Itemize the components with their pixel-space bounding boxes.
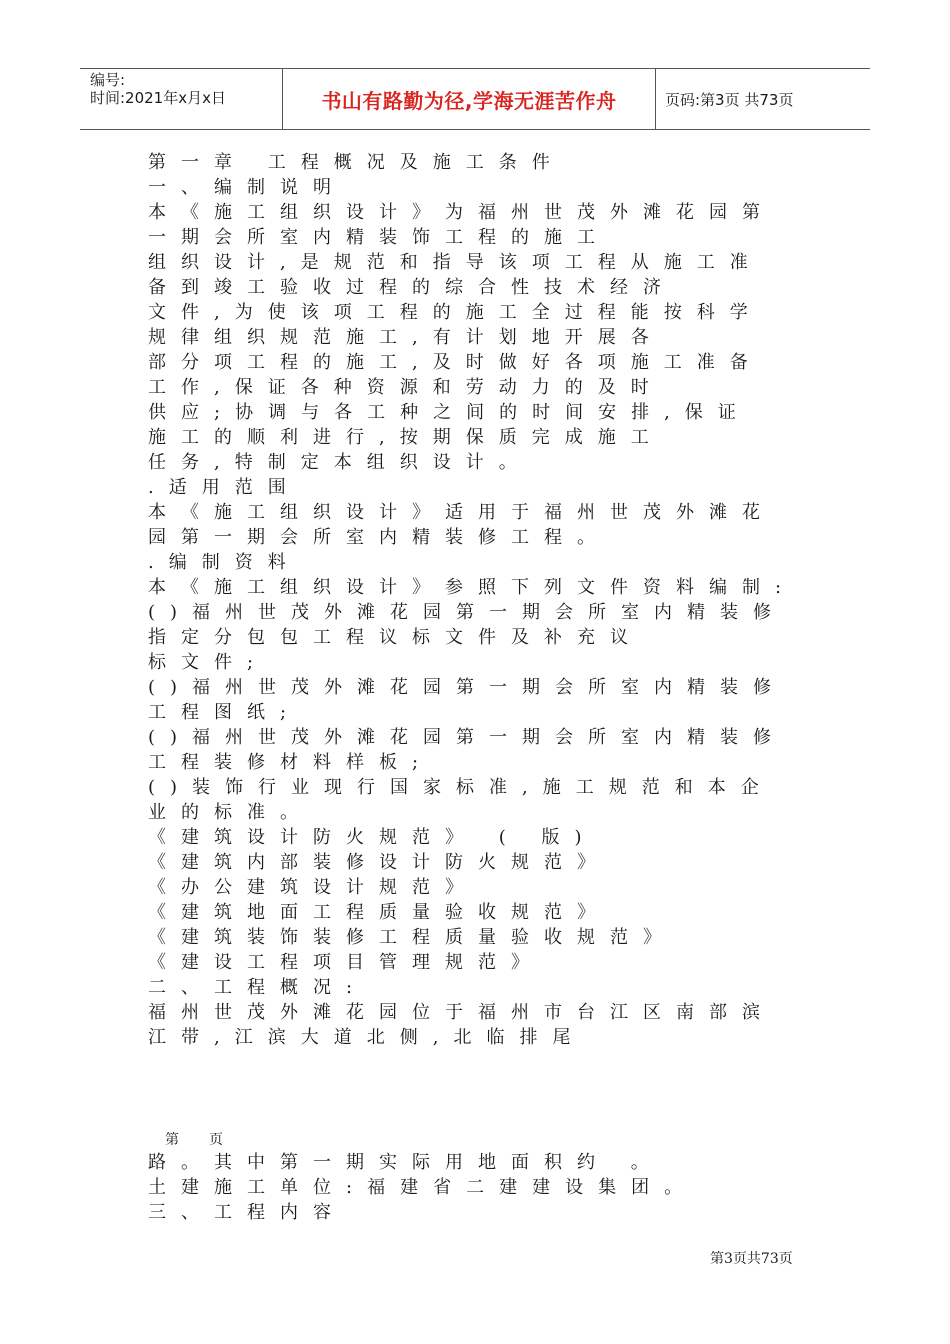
text-line: 福州世茂外滩花园位于福州市台江区南部滨: [148, 1002, 775, 1023]
number-label: 编号:: [90, 71, 126, 89]
text-line: 《建筑设计防火规范》 ( 版): [148, 827, 597, 848]
document-body-continued: [148, 1150, 788, 1225]
text-line: ()装饰行业现行国家标准,施工规范和本企: [148, 777, 774, 798]
text-line: 供应;协调与各工种之间的时间安排,保证: [148, 402, 751, 423]
text-line: 备到竣工验收过程的综合性技术经济: [148, 277, 676, 298]
text-line: .编制资料: [148, 552, 301, 573]
text-line: 《办公建筑设计规范》: [148, 877, 478, 898]
text-line: 三、工程内容: [148, 1202, 346, 1223]
text-line: 《建设工程项目管理规范》: [148, 952, 544, 973]
text-line: 本《施工组织设计》适用于福州世茂外滩花: [148, 502, 775, 523]
text-line: 施工的顺利进行,按期保质完成施工: [148, 427, 664, 448]
text-line: 业的标准。: [148, 802, 313, 823]
text-line: 工作,保证各种资源和劳动力的及时: [148, 377, 664, 398]
text-line: 二、工程概况:: [148, 977, 368, 998]
time-label: 时间:2021年x月x日: [90, 89, 226, 107]
text-line: 工程图纸;: [148, 702, 302, 723]
text-line: 指定分包包工程议标文件及补充议: [148, 627, 643, 648]
text-line: ()福州世茂外滩花园第一期会所室内精装修: [148, 677, 787, 698]
text-line: 工程装修材料样板;: [148, 752, 434, 773]
text-line: 土建施工单位:福建省二建建设集团。: [148, 1177, 698, 1198]
text-line: 《建筑装饰装修工程质量验收规范》: [148, 927, 676, 948]
text-line: 本《施工组织设计》为福州世茂外滩花园第: [148, 202, 775, 223]
text-line: 规律组织规范施工,有计划地开展各: [148, 327, 664, 348]
motto-text: 书山有路勤为径,学海无涯苦作舟: [321, 88, 617, 113]
text-line: 路。其中第一期实际用地面积约 。: [148, 1152, 664, 1173]
header-info: [80, 69, 282, 129]
page-header: [80, 68, 870, 130]
text-line: 本《施工组织设计》参照下列文件资料编制:: [148, 577, 797, 598]
text-line: 一、编制说明: [148, 177, 346, 198]
text-line: 组织设计,是规范和指导该项工程从施工准: [148, 252, 763, 273]
text-line: 园第一期会所室内精装修工程。: [148, 527, 610, 548]
page-footer: 第3页共73页: [710, 1251, 793, 1267]
text-line: 一期会所室内精装饰工程的施工: [148, 227, 610, 248]
text-line: 《建筑地面工程质量验收规范》: [148, 902, 610, 923]
text-line: 文件,为使该项工程的施工全过程能按科学: [148, 302, 763, 323]
text-line: 任务,特制定本组织设计。: [148, 452, 532, 473]
text-line: 部分项工程的施工,及时做好各项施工准备: [148, 352, 763, 373]
text-line: 《建筑内部装修设计防火规范》: [148, 852, 610, 873]
header-motto-cell: [282, 69, 656, 129]
header-page-cell: [655, 69, 870, 129]
text-line: .适用范围: [148, 477, 301, 498]
document-body: [148, 150, 797, 1050]
text-line: 江带,江滨大道北侧,北临排尾: [148, 1027, 586, 1048]
inline-page-mark: 第页: [165, 1132, 253, 1148]
text-line: ()福州世茂外滩花园第一期会所室内精装修: [148, 727, 787, 748]
page-label: 页码:第3页 共73页: [665, 90, 794, 109]
text-line: 第一章 工程概况及施工条件: [148, 152, 565, 173]
text-line: ()福州世茂外滩花园第一期会所室内精装修: [148, 602, 787, 623]
text-line: 标文件;: [148, 652, 269, 673]
